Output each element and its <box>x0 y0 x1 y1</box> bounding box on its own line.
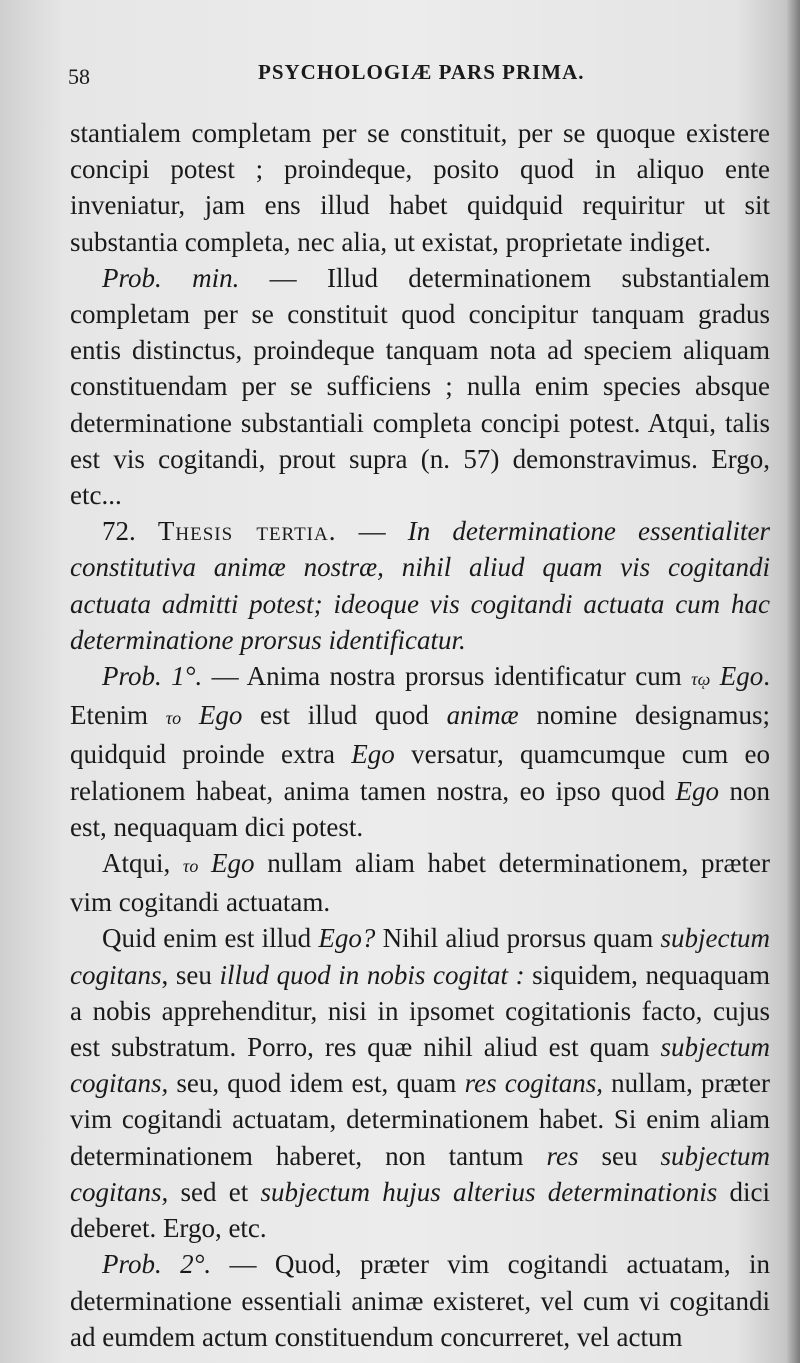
thesis-paragraph: 72. Thesis tertia. — In determinatione essentialiter constitutiva animæ nostræ, nihil aliud quam vis cogitandi actuata admitti potest; ideoque vis cogitandi actuata cum hac determinatione prorsus identificatur. <box>70 516 771 655</box>
page-number: 58 <box>68 64 90 89</box>
page-edge-shadow <box>786 0 800 1363</box>
paragraph-atqui: Atqui, τo Ego nullam aliam habet determinationem, præter vim cogitandi actuatam. <box>70 848 770 918</box>
thesis-label: Thesis tertia. <box>157 516 337 547</box>
prob-min-label: Prob. min. <box>102 262 240 293</box>
paragraph-continuation: stantialem completam per se constituit, per se quoque existere concipi potest ; proindeque, posito quod in aliquo ente inveniatur, jam ens illud habet quidquid requiritur ut sit substantia completa, nec alia, ut existat, proprietate indiget. <box>70 118 770 257</box>
paragraph-quid-enim: Quid enim est illud Ego? Nihil aliud prorsus quam subjectum cogitans, seu illud quod in nobis cogitat : siquidem, nequaquam a nobis apprehenditur, nisi in ipsomet cogitationis facto, cujus est substratum. Porro, res quæ nihil aliud est quam subjectum cogitans, seu, quod idem est, quam res cogitans, nullam, præter vim cogitandi actuatam, determinationem habet. Si enim aliam determinationem haberet, non tantum res seu subjectum cogitans, sed et subjectum hujus alterius determinationis dici deberet. Ergo, etc. <box>70 923 770 1244</box>
prob-2-label: Prob. 2°. <box>102 1249 212 1280</box>
paragraph-prob-1: Prob. 1°. — Anima nostra prorsus identificatur cum τῳ Ego. Etenim τo Ego est illud quod animæ nomine designamus; quidquid proinde extra Ego versatur, quamcumque cum eo relationem habeat, anima tamen nostra, eo ipso quod Ego non est, nequaquam dici potest. <box>70 661 771 842</box>
paragraph-prob-min: Prob. min. — Illud determinationem substantialem completam per se constituit quod concipitur tanquam gradus entis distinctus, proindeque tanquam nota ad speciem aliquam constituendam per se sufficiens ; nulla enim species absque determinatione substantiali completa concipi potest. Atqui, talis est vis cogitandi, prout supra (n. 57) demonstravimus. Ergo, etc... <box>70 262 771 511</box>
paragraph-prob-2: Prob. 2°. — Quod, præter vim cogitandi actuatam, in determinatione essentiali animæ existeret, vel cum vi cogitandi ad eumdem actum constituendum concurreret, vel actum <box>70 1249 770 1352</box>
body-text <box>70 115 770 1355</box>
thesis-number: 72. <box>102 516 136 547</box>
prob-1-label: Prob. 1°. <box>102 661 203 692</box>
running-title: PSYCHOLOGIÆ PARS PRIMA. <box>258 60 585 84</box>
thesis-statement: In determinatione essentialiter constitutiva animæ nostræ, nihil aliud quam vis cogitandi actuata admitti potest; ideoque vis cogitandi actuata cum hac determinatione prorsus identificatur. <box>70 516 771 655</box>
running-head <box>68 58 740 92</box>
